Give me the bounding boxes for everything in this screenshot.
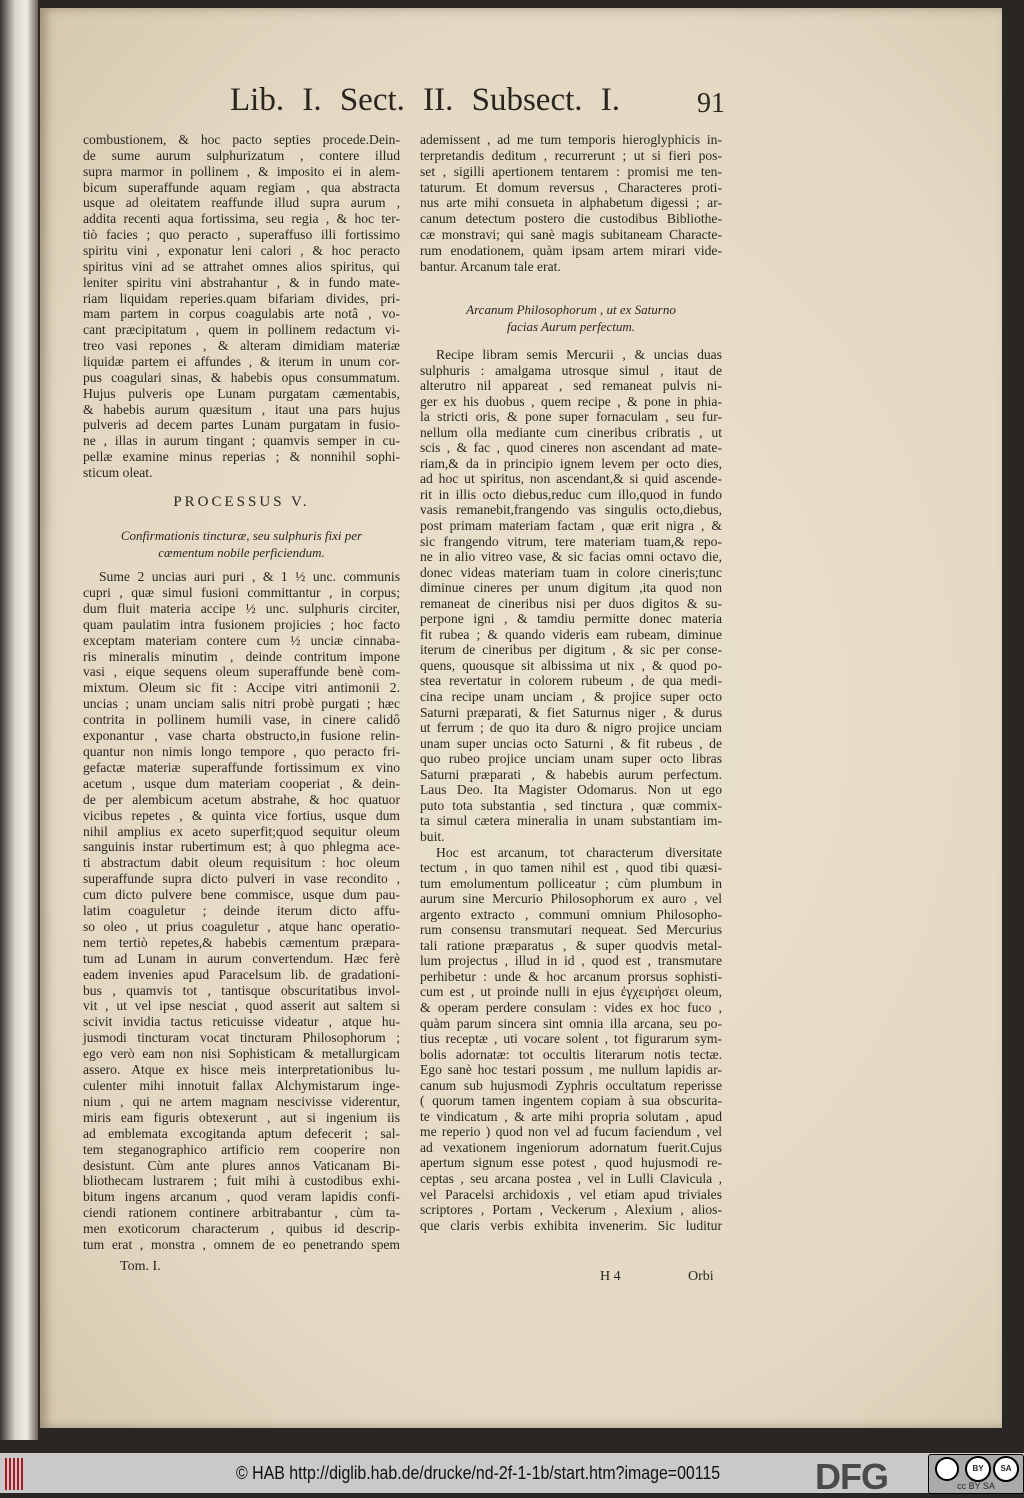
left-column-body: [83, 569, 400, 1253]
previous-page-edge: [0, 0, 38, 1440]
text-line: treo vasi repones , & alteram dimidiam materiæ: [83, 338, 400, 354]
text-line: set , sigilli apertionem tentarem : promisi me ten-: [420, 163, 722, 179]
text-line: ris mineralis minutim , deinde contritum impone: [83, 648, 400, 664]
text-line: quens, quousque sit albissima ut nix , & quod po-: [420, 657, 722, 673]
text-line: perhibetur : unde & hoc arcanum prorsus sophisti-: [420, 968, 722, 984]
text-line: Sume 2 uncias auri puri , & 1 ½ unc. communis: [99, 569, 400, 584]
text-line: mixtum. Oleum sic fit : Accipe vitri antimonii 2.: [83, 680, 400, 696]
text-line: ad hoc ut spiritus, non ascendant,& si quid ascende-: [420, 471, 722, 487]
text-line: jusmodi tincturam vocat tincturam Philosophorum ;: [83, 1030, 400, 1046]
text-line: vel Paracelsi archidoxis , vel etiam apud triviales: [420, 1186, 722, 1202]
text-line: perpone igni , & tamdiu permitte donec materia: [420, 611, 722, 627]
signature-mark: H 4: [600, 1269, 621, 1284]
footer-bar: [0, 1453, 1024, 1497]
text-line: superaffunde supra dicto pulveri in vase recondito ,: [83, 871, 400, 887]
text-line: tectum , in quo tamen nihil est , quod tibi quæsi-: [420, 860, 722, 876]
text-line: sanguinis instar rubertimum est; à quo phlegma ace-: [83, 839, 400, 855]
right-subheading: [420, 301, 722, 335]
running-title: Lib. I. Sect. II. Subsect. I.: [230, 82, 621, 118]
text-line: scriptores , Portam , Veckerum , Alexium , alios-: [420, 1202, 722, 1218]
text-line: ego verò eam non nisi Sophisticam & metallurgicam: [83, 1046, 400, 1062]
text-line: ademissent , ad me tum temporis hieroglyphicis in-: [420, 132, 722, 147]
text-line: pellæ examine minus reperias ; & nonnihil sophi-: [83, 449, 400, 465]
text-line: spiritus vini ad se attrahet omnes alios spiritus, qui: [83, 258, 400, 274]
sa-icon: SA: [993, 1456, 1019, 1482]
text-line: nellum olla mediante cum cineribus cribratis , ut: [420, 424, 722, 440]
text-line: & habebis aurum quæsitum , itaut una pars hujus: [83, 401, 400, 417]
text-line: latim coaguletur ; deinde iterum dicto affu-: [83, 903, 400, 919]
text-line: ad vexationem ingeniorum adornatum fuerit.Cujus: [420, 1139, 722, 1155]
text-line: Recipe libram semis Mercurii , & uncias duas: [436, 347, 722, 362]
text-line: tiò facies ; quo peracto , superaffuso illi fortissimo: [83, 227, 400, 243]
text-line: ger ex his duobus , quem recipe , & pone in phia-: [420, 393, 722, 409]
text-line: diminue cineres per unum digitum ,ita quod non: [420, 580, 722, 596]
text-line: post primam materiam factam , quæ erit nigra , &: [420, 518, 722, 534]
text-line: donec videas materiam tuam in colore cineris;tunc: [420, 564, 722, 580]
copyright-link[interactable]: © HAB http://diglib.hab.de/drucke/nd-2f-1-1b/start.htm?image=00115: [236, 1462, 721, 1483]
cc-icon: [935, 1457, 959, 1481]
by-icon: BY: [965, 1456, 991, 1482]
text-line: nus arte mihi consueta in alphabetum digessi ; ar-: [420, 195, 722, 211]
text-line: so oleo , ut prius coaguletur , atque hanc operatio-: [83, 918, 400, 934]
text-line: sic frangendo vitrum, tere materiam tuam,& repo-: [420, 533, 722, 549]
section-heading: PROCESSUS V.: [173, 494, 310, 510]
text-line: vasis remanebit,frangendo vas singulis octo,diebus,: [420, 502, 722, 518]
text-line: pulveris ad decem partes Lunam purgatam in fusio-: [83, 417, 400, 433]
text-line: ne , illas in aurum tingant ; quamvis semper in cu-: [83, 433, 400, 449]
text-line: Saturni præparati , & habebis aurum perfectum.: [420, 766, 722, 782]
text-line: tum ad Lunam in aurum convertendum. Hæc ferè: [83, 950, 400, 966]
text-line: tali ratione præparatus , & super quodvis metal-: [420, 937, 722, 953]
text-line: spiritu vini , exponatur leni calori , & hoc peracto: [83, 243, 400, 259]
text-line: miris eam figuris obtexerunt , aut si ingenium iis: [83, 1109, 400, 1125]
text-line: nium , qui ne artem magnam nescivisse viderentur,: [83, 1093, 400, 1109]
text-line: men exoticorum characterum , quibus id descrip-: [83, 1221, 400, 1237]
text-line: usque ad oleitatem reaffunde illud supra aurum ,: [83, 195, 400, 211]
text-line: cæ monstravi; qui sanè magis subitaneam Characte-: [420, 227, 722, 243]
text-line: fit rubea ; & quando videris eam rubeam, diminue: [420, 626, 722, 642]
text-line: taturum. Et domum reversus , Characteres proti-: [420, 179, 722, 195]
text-line: ad emblemata excogitanda aptum defecerit ; sal-: [83, 1125, 400, 1141]
text-line: ceptas , seu arcana postea , vel in Lulli Clavicula ,: [420, 1170, 722, 1186]
text-line: dum fluit materia accipe ½ unc. sulphuris circiter,: [83, 600, 400, 616]
text-line: scis , & fac , quod cineres non ascendant ad mate-: [420, 440, 722, 456]
right-column-top: [420, 132, 722, 275]
page-number: 91: [697, 88, 725, 119]
text-line: ( quorum tamen ingentem copiam à sua obscurita-: [420, 1093, 722, 1109]
text-line: canum sub hujusmodi Zyphris occultatum reperisse: [420, 1077, 722, 1093]
paragraph-hoc-est: [420, 845, 722, 1234]
dfg-logo: DFG: [815, 1456, 888, 1497]
text-line: me reperio ) quod non vel ad fucum faciendum , vel: [420, 1124, 722, 1140]
text-line: quam paulatim intra fusionem projicies ; hoc facto: [83, 616, 400, 632]
text-line: tem steganographico artificio rem cooperire non: [83, 1141, 400, 1157]
text-line: mam partem in corpus coagulabis arte notâ , vo-: [83, 306, 400, 322]
text-line: lum projectus , illud in id , quod est , transmutare: [420, 953, 722, 969]
text-line: uncias ; unam unciam salis nitri probè purgati ; hæc: [83, 696, 400, 712]
text-line: buit.: [420, 828, 445, 844]
text-line: vit , ut vel ipse nesciat , quod asserit aut saltem si: [83, 998, 400, 1014]
text-line: ti abstractum dabit oleum requisitum : hoc oleum: [83, 855, 400, 871]
text-line: riam liquidam reperies.quam bifariam divides, pri-: [83, 290, 400, 306]
text-line: quo rubeo projice unciam unam super octo libras: [420, 751, 722, 767]
text-line: eadem invenies apud Paracelsum lib. de gradationi-: [83, 966, 400, 982]
text-line: rum enodationem, quàm ipsam artem mirari vide-: [420, 243, 722, 259]
text-line: te vindicatum , & arte mihi propria solutam , apud: [420, 1108, 722, 1124]
text-line: gefactæ materiæ superaffunde fortissimum ex vino: [83, 759, 400, 775]
text-line: culenter mihi innotuit fallax Alchymistarum inge-: [83, 1078, 400, 1093]
text-line: bitum ingens arcanum , quod veram lapidis confi-: [83, 1189, 400, 1205]
left-column-top: [83, 132, 400, 481]
text-line: stea revertatur in colorem rubeum , de qua medi-: [420, 673, 722, 689]
subheading-line: Arcanum Philosophorum , ut ex Saturno: [466, 302, 676, 317]
cc-license-badge[interactable]: [928, 1454, 1024, 1494]
text-line: contrita in pollinem humili vase, in cinere calidô: [83, 712, 400, 728]
text-line: Saturni præparati, & fiet Saturnus niger , & durus: [420, 704, 722, 720]
text-line: cant præcipitatum , quem in pollinem redactum vi-: [83, 322, 400, 338]
text-line: ciendi rationem continere arbitrabantur , cùm ta-: [83, 1205, 400, 1221]
text-line: tum erat , monstra , omnem de eo penetrando spem: [83, 1237, 400, 1253]
text-line: canum detectum postero die custodibus Bibliothe-: [420, 211, 722, 227]
text-line: bliothecam lustrarem ; fuit mihi à custodibus exhi-: [83, 1173, 400, 1189]
subheading-line: facias Aurum perfectum.: [507, 319, 635, 334]
text-line: bus , quamvis tot , tantisque obscuritatibus invol-: [83, 982, 400, 998]
text-line: leniter spiritu vini abstrahantur , & in fundo mate-: [83, 274, 400, 290]
text-line: addita recenti aqua fortissima, seu regia , & hoc ter-: [83, 211, 400, 227]
text-line: ne in alio vitreo vase, & sic facias omni octavo die,: [420, 549, 722, 565]
text-line: vicibus repetes , & quinta vice fortius, usque dum: [83, 807, 400, 823]
text-line: sulphuris : amalgama utrosque simul , itaut de: [420, 362, 722, 378]
text-line: acetum , usque dum materiam cooperiat , & dein-: [83, 775, 400, 791]
text-line: terpretandis deditum , recurrerunt ; ut si fieri pos-: [420, 147, 722, 163]
text-line: rum consensu transmutari nequeat. Sed Mercurius: [420, 922, 722, 938]
text-line: alterutro nil appareat , sed remaneat pulvis ni-: [420, 378, 722, 394]
right-column-body: [420, 347, 722, 1233]
text-line: quàm parum sincera sint omnia illa arcana, seu po-: [420, 1015, 722, 1031]
text-line: Ego sanè hoc testari possum , me nullum lapidis ar-: [420, 1062, 722, 1078]
text-line: de per alembicum acetum abstrahe, & hoc quatuor: [83, 791, 400, 807]
text-line: quantur non nimis longo tempore , quo peracto fri-: [83, 743, 400, 759]
text-line: rit in illis octo diebus,reduc cum illo,quod in fundo: [420, 486, 722, 502]
text-line: cina recipe unam unciam , & projice super octo: [420, 689, 722, 705]
text-line: vasi , eique sequens oleum superaffunde benè com-: [83, 664, 400, 680]
subheading-line: cæmentum nobile perficiendum.: [158, 545, 325, 560]
text-line: Hoc est arcanum, tot characterum diversitate: [436, 844, 722, 860]
text-line: scivit invidia tactus reticuisse videatur , atque hu-: [83, 1014, 400, 1030]
text-line: tius receptæ , uti vocare solent , tot figurarum sym-: [420, 1031, 722, 1047]
signature-mark: Tom. I.: [120, 1259, 161, 1274]
hab-logo-icon: [5, 1458, 25, 1490]
text-line: ut ferrum ; de quo ita duro & nigro projice unciam: [420, 720, 722, 736]
text-line: bicum superaffunde aquam regiam , qua abstracta: [83, 179, 400, 195]
text-line: unam super uncias octo Saturni , & fit rubeus , de: [420, 735, 722, 751]
text-line: desistunt. Cùm ante plures annos Vaticanam Bi-: [83, 1157, 400, 1173]
text-line: cum est , ut proinde nulli in ejus ἐγχειρήσει oleum,: [420, 984, 722, 1000]
text-line: Laus Deo. Ita Magister Odomarus. Non ut ego: [420, 782, 722, 798]
paragraph-recipe: [420, 347, 722, 845]
text-line: remaneat de cineribus nisi per duos digitos & su-: [420, 595, 722, 611]
subheading-line: Confirmationis tincturæ, seu sulphuris fixi per: [120, 528, 363, 543]
license-label: cc BY SA: [957, 1481, 995, 1491]
text-line: ta simul cætera mineralia in unam substantiam im-: [420, 813, 722, 829]
text-line: argento extracto , communi omnium Philosopho-: [420, 906, 722, 922]
text-line: aurum sine Mercurio Philosophorum ex auro , vel: [420, 891, 722, 907]
text-line: que claris verbis exhibita invenerim. Sic luditur: [420, 1217, 722, 1233]
text-line: Hujus pulveris ope Lunam purgatam cæmentabis,: [83, 385, 400, 401]
text-line: apertum signum esse potest , quod hujusmodi re-: [420, 1155, 722, 1171]
text-line: iterum de cineribus per digitum , & sic per conse-: [420, 642, 722, 658]
text-line: supra marmor in pollinem , & imposito ei in alem-: [83, 163, 400, 179]
text-line: sticum oleat.: [83, 465, 153, 481]
text-line: cum dicto pulvere bene commisce, usque dum pau-: [83, 887, 400, 903]
text-line: bantur. Arcanum tale erat.: [420, 258, 561, 274]
text-line: liquidæ partem ei affundes , & iterum in unum cor-: [83, 354, 400, 370]
text-line: assero. Atque ex hisce meis interpretationibus lu-: [83, 1062, 400, 1078]
text-line: exceptam materiam contere cum ½ unciæ cinnaba-: [83, 632, 400, 648]
text-line: nem tertiò repetes,& habebis cæmentum præpara-: [83, 934, 400, 950]
text-line: la stricti oris, & pone super fornaculam , seu fur-: [420, 409, 722, 425]
text-line: & operam perdere consulam : vides ex hoc fuco ,: [420, 999, 722, 1015]
text-line: exponantur , vase charta obstructo,in fusione relin-: [83, 728, 400, 744]
text-line: tum emolumentum polliceatur ; cùm plumbum in: [420, 875, 722, 891]
text-line: combustionem, & hoc pacto septies procede.Dein-: [83, 132, 400, 147]
left-subheading: [83, 527, 400, 561]
text-line: de sume aurum sulphurizatum , contere illud: [83, 147, 400, 163]
text-line: pus coagulari sinas, & habebis opus consummatum.: [83, 369, 400, 385]
text-line: nihil amplius ex aceto superfit;quod sequitur oleum: [83, 823, 400, 839]
text-line: puto tota substantia , sed tinctura , quæ commix-: [420, 797, 722, 813]
text-line: bolis adornatæ: tot occultis literarum notis tectæ.: [420, 1046, 722, 1062]
text-line: cupri , quæ simul fusioni committantur , in corpus;: [83, 584, 400, 600]
text-line: riam,& da in principio ignem levem per octo dies,: [420, 455, 722, 471]
catchword: Orbi: [688, 1269, 714, 1284]
